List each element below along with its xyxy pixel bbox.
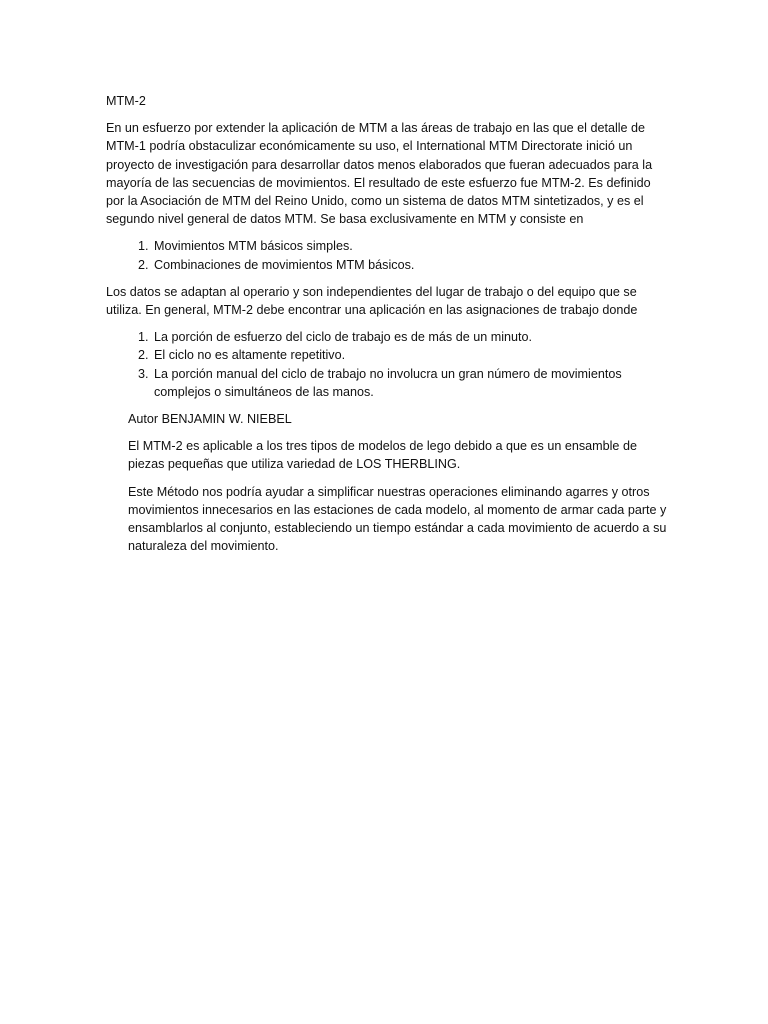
method-paragraph: Este Método nos podría ayudar a simplificar nuestras operaciones eliminando agarres y otros movimientos innecesarios en las estaciones de cada modelo, al momento de armar cada parte y ensamblarlos al conjunto, estableciendo un tiempo estándar a cada movimiento de acuerdo a su naturaleza del movimiento. [128, 484, 667, 554]
list-item: 3. La porción manual del ciclo de trabajo no involucra un gran número de movimientos complejos o simultáneos de las manos. [152, 365, 668, 401]
lego-paragraph: El MTM-2 es aplicable a los tres tipos de modelos de lego debido a que es un ensamble de piezas pequeñas que utiliza variedad de LOS THERBLING. [128, 439, 637, 472]
list-item: 1. Movimientos MTM básicos simples. [152, 237, 668, 255]
list-item: 2. Combinaciones de movimientos MTM básicos. [152, 256, 668, 274]
application-paragraph: Los datos se adaptan al operario y son independientes del lugar de trabajo o del equipo que se utiliza. En general, MTM-2 debe encontrar una aplicación en las asignaciones de trabajo donde [106, 284, 638, 318]
author-line: Autor BENJAMIN W. NIEBEL [128, 412, 292, 427]
application-conditions-list [106, 328, 668, 401]
intro-paragraph: En un esfuerzo por extender la aplicación de MTM a las áreas de trabajo en las que el detalle de MTM-1 podría obstaculizar económicamente su uso, el International MTM Directorate inició un proyecto de investigación para desarrollar datos menos elaborados que fueran adecuados para la mayoría de las secuencias de movimientos. El resultado de este esfuerzo fue MTM-2. Es definido por la Asociación de MTM del Reino Unido, como un sistema de datos MTM sintetizados, y es el segundo nivel general de datos MTM. Se basa exclusivamente en MTM y consiste en [106, 121, 653, 227]
document-body [106, 92, 668, 564]
document-title: MTM-2 [106, 94, 146, 108]
list-item: 2. El ciclo no es altamente repetitivo. [152, 346, 668, 364]
basic-motions-list [106, 237, 668, 273]
list-item: 1. La porción de esfuerzo del ciclo de trabajo es de más de un minuto. [152, 328, 668, 346]
